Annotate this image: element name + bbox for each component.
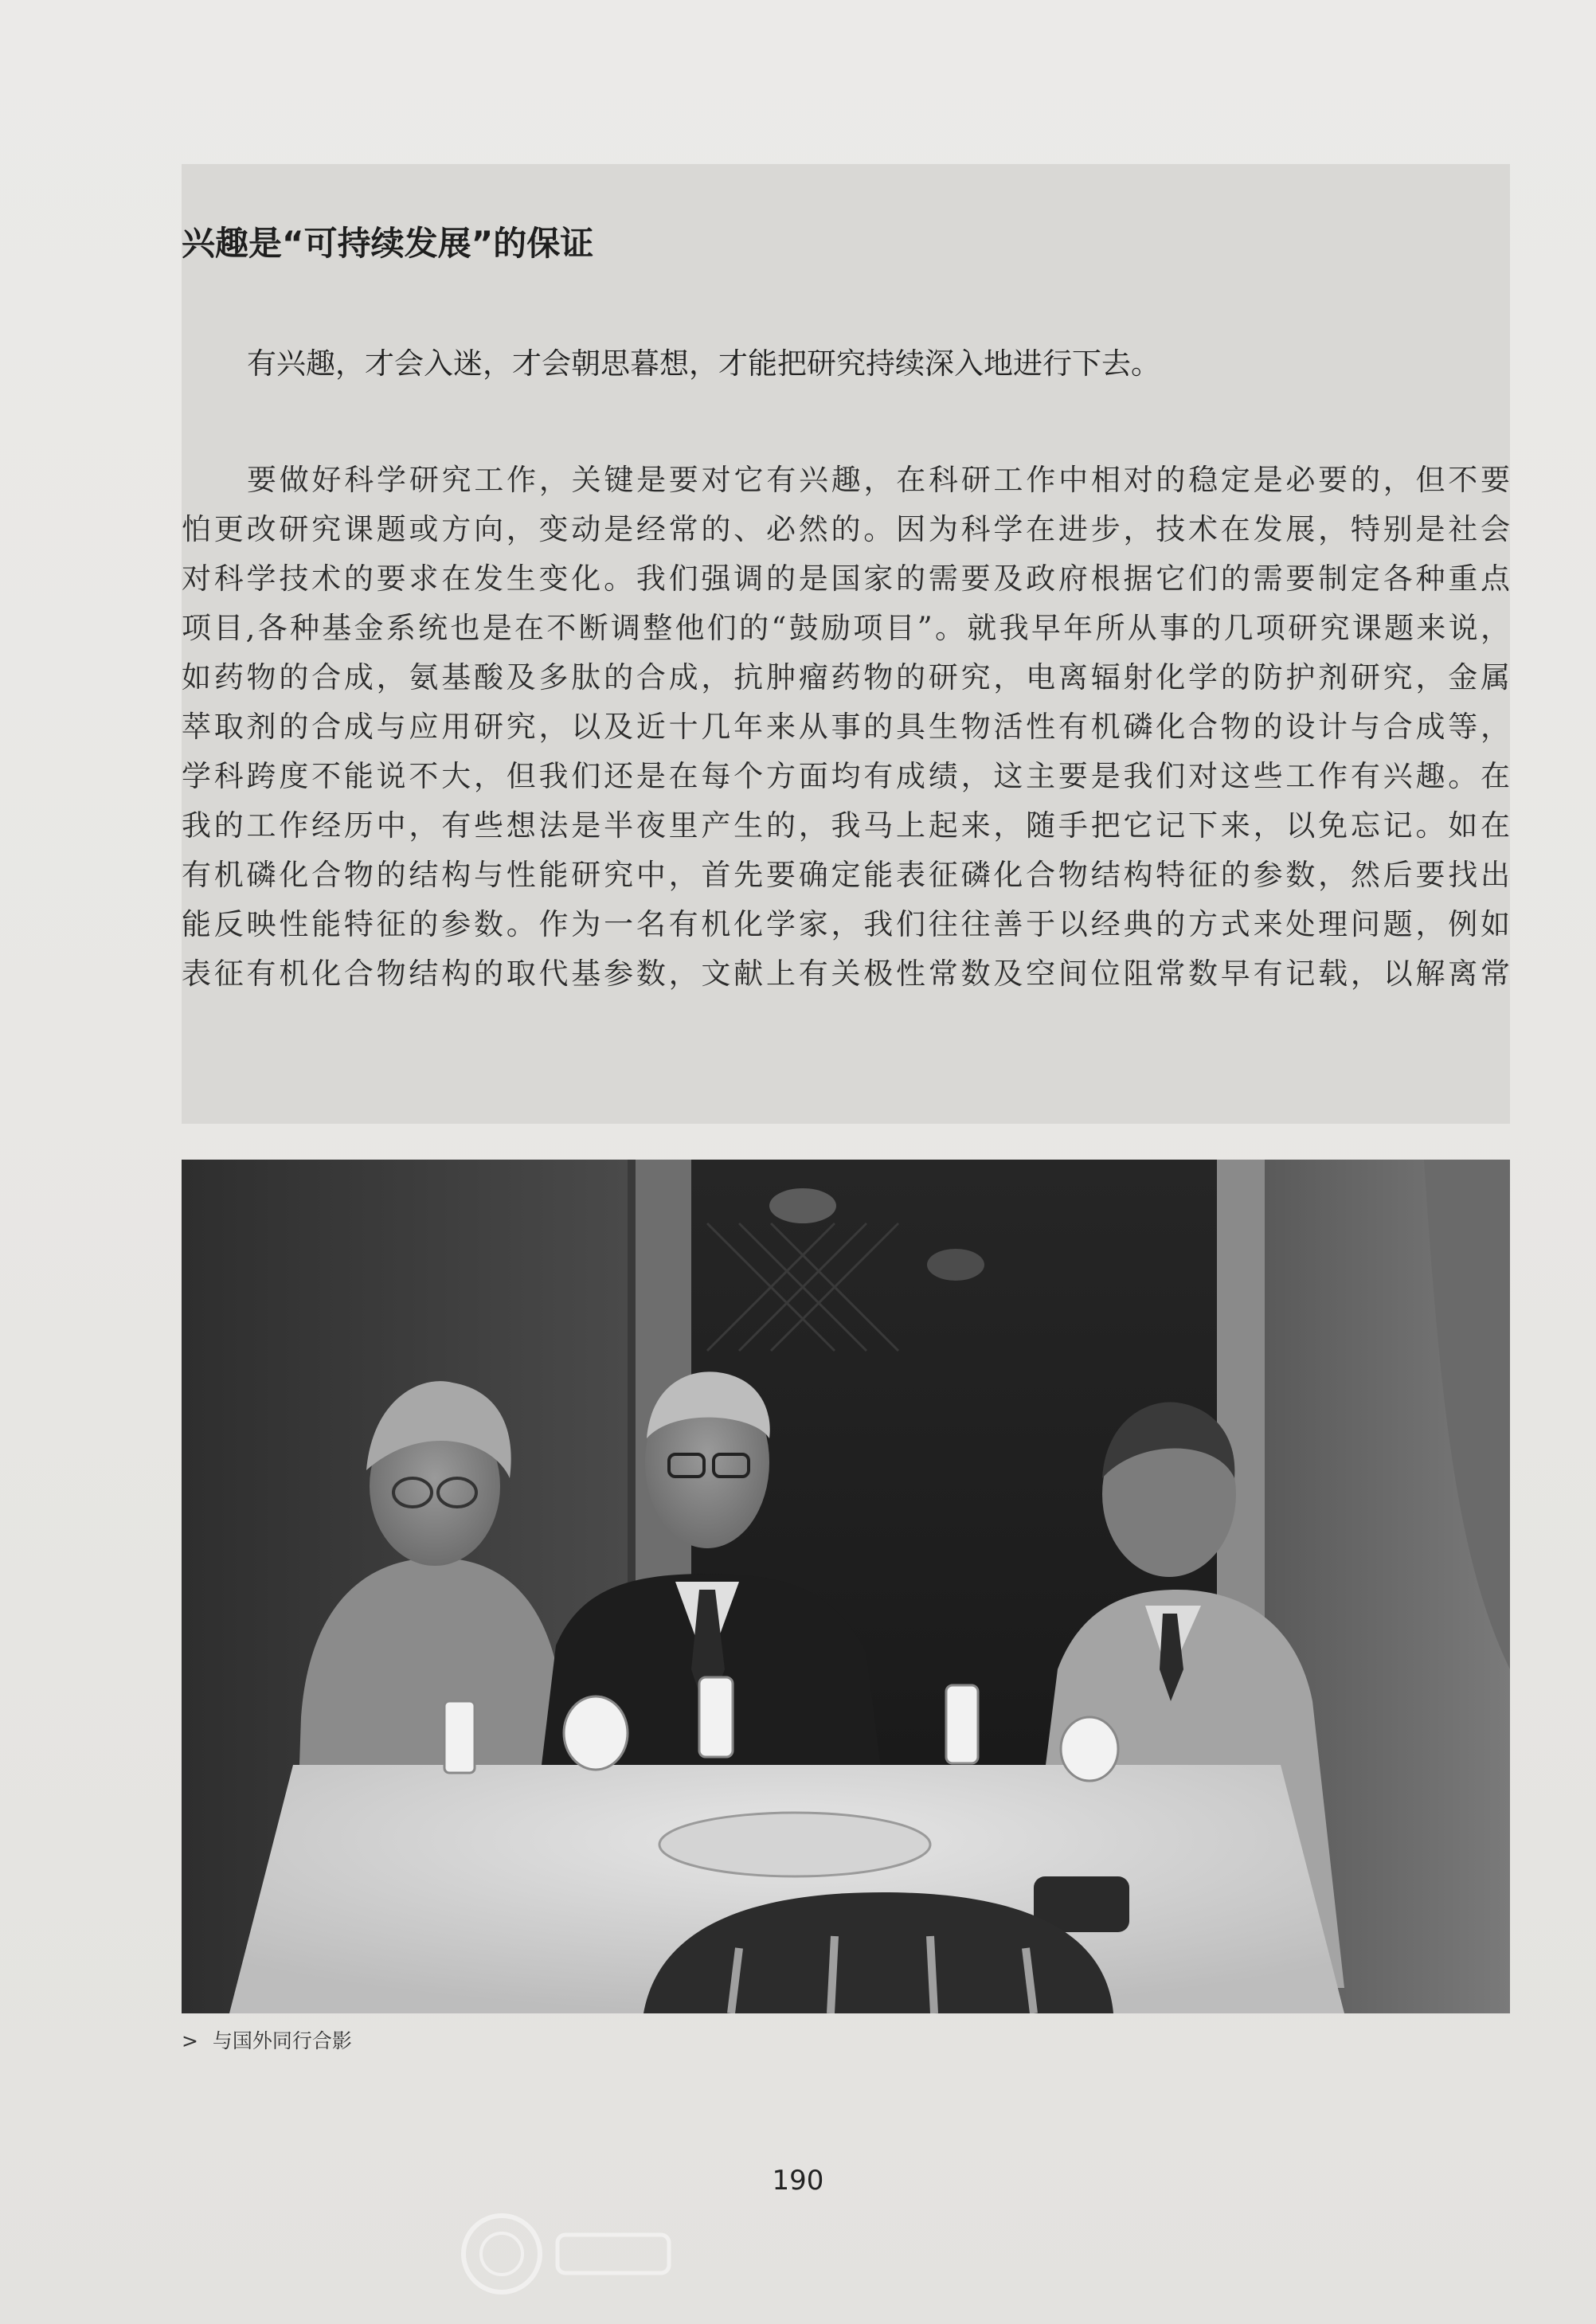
body-line: 有机磷化合物的结构与性能研究中，首先要确定能表征磷化合物结构特征的参数，然后要找出 — [182, 858, 1510, 892]
body-line: 要做好科学研究工作，关键是要对它有兴趣，在科研工作中相对的稳定是必要的，但不要 — [247, 463, 1510, 497]
section-heading: 兴趣是“可持续发展”的保证 — [182, 224, 594, 263]
watermark-seal — [446, 2206, 685, 2302]
page-number: 190 — [772, 2165, 824, 2197]
body-line: 表征有机化合物结构的取代基参数，文献上有关极性常数及空间位阻常数早有记载，以解离常 — [182, 957, 1510, 991]
group-photo — [182, 1160, 1510, 2013]
caption-text: 与国外同行合影 — [212, 2029, 352, 2052]
body-line: 能反映性能特征的参数。作为一名有机化学家，我们往往善于以经典的方式来处理问题，例如 — [182, 907, 1510, 941]
lead-sentence: 有兴趣，才会入迷，才会朝思暮想，才能把研究持续深入地进行下去。 — [247, 346, 1160, 381]
body-line: 如药物的合成，氨基酸及多肽的合成，抗肿瘤药物的研究，电离辐射化学的防护剂研究，金属 — [182, 660, 1510, 694]
photo-illustration — [182, 1160, 1510, 2013]
caption-marker: > — [182, 2029, 198, 2052]
body-line: 萃取剂的合成与应用研究，以及近十几年来从事的具生物活性有机磷化合物的设计与合成等， — [182, 710, 1510, 744]
body-line: 我的工作经历中，有些想法是半夜里产生的，我马上起来，随手把它记下来，以免忘记。如在 — [182, 808, 1510, 843]
photo-caption — [182, 2028, 352, 2055]
body-line: 项目,各种基金系统也是在不断调整他们的“鼓励项目”。就我早年所从事的几项研究课题来说， — [182, 611, 1510, 645]
body-line: 怕更改研究课题或方向，变动是经常的、必然的。因为科学在进步，技术在发展，特别是社会 — [182, 512, 1510, 546]
body-line: 对科学技术的要求在发生变化。我们强调的是国家的需要及政府根据它们的需要制定各种重点 — [182, 561, 1510, 596]
body-line: 学科跨度不能说不大，但我们还是在每个方面均有成绩，这主要是我们对这些工作有兴趣。在 — [182, 759, 1510, 793]
body-paragraph — [182, 456, 1510, 999]
